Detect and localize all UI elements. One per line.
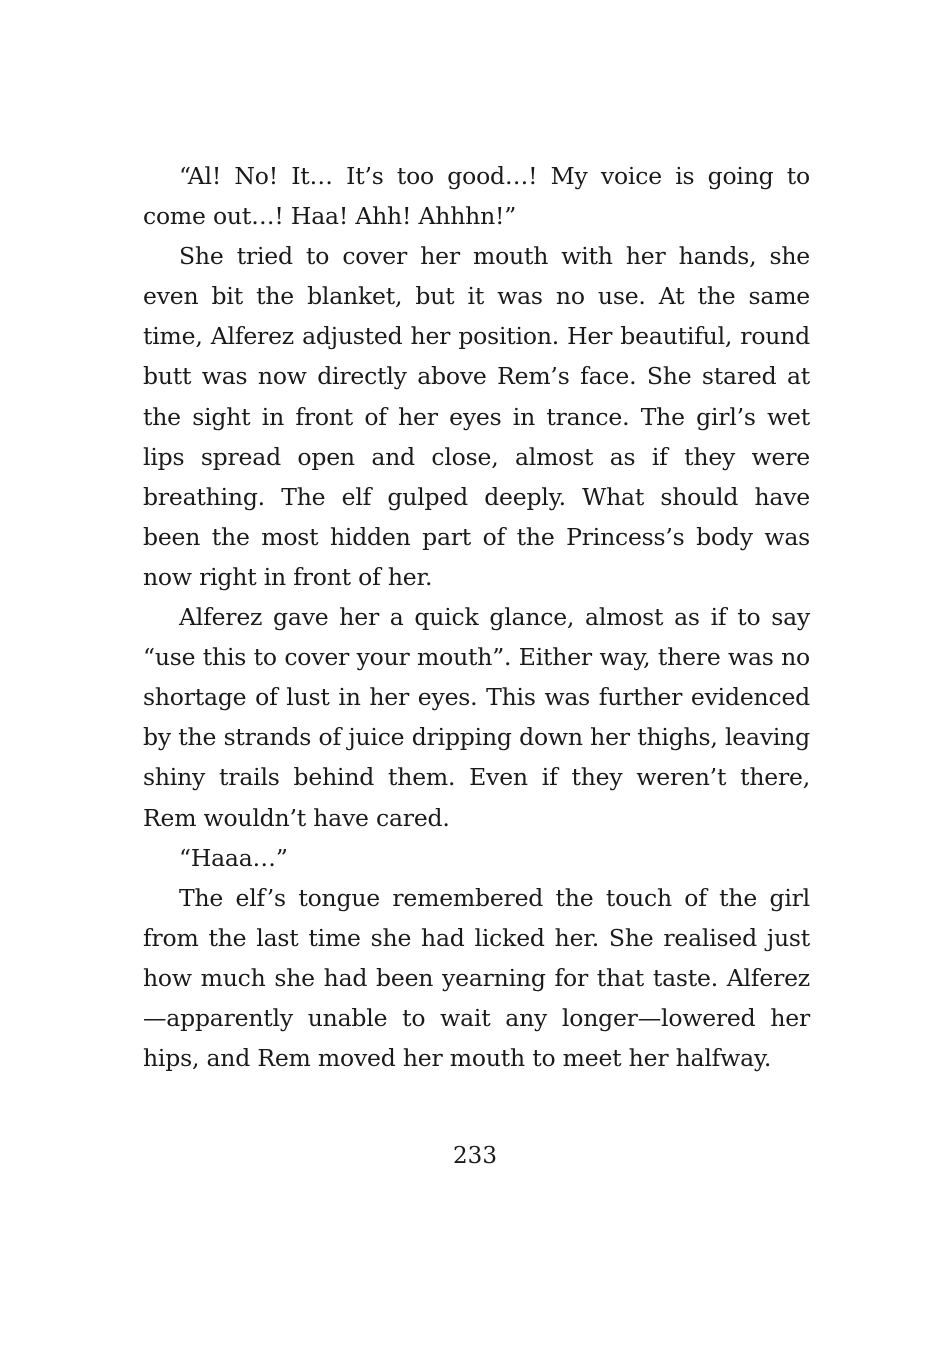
page-number: 233 <box>453 1143 497 1169</box>
paragraph: Alferez gave her a quick glance, almost as if to say “use this to cover your mouth”. Either way, there was no shortage of lust in her eyes. This was further evidenced by the strands of juice dripping down her thighs, leaving shiny trails behind them. Even if they weren’t there, Rem wouldn’t have cared. <box>143 603 810 832</box>
body-text <box>143 156 810 1078</box>
paragraph: “Haaa…” <box>179 843 288 872</box>
paragraph: The elf’s tongue remembered the touch of the girl from the last time she had licked her. She realised just how much she had been yearning for that taste. Alferez—apparently unable to wait any longer—lowered her hips, and Rem moved her mouth to meet her halfway. <box>143 883 810 1073</box>
paragraph: “Al! No! It… It’s too good…! My voice is going to come out…! Haa! Ahh! Ahhhn!” <box>143 162 810 231</box>
paragraph: She tried to cover her mouth with her hands, she even bit the blanket, but it was no use. At the same time, Alferez adjusted her position. Her beautiful, round butt was now directly above Rem’s face. She stared at the sight in front of her eyes in trance. The girl’s wet lips spread open and close, almost as if they were breathing. The elf gulped deeply. What should have been the most hidden part of the Princess’s body was now right in front of her. <box>143 242 810 591</box>
